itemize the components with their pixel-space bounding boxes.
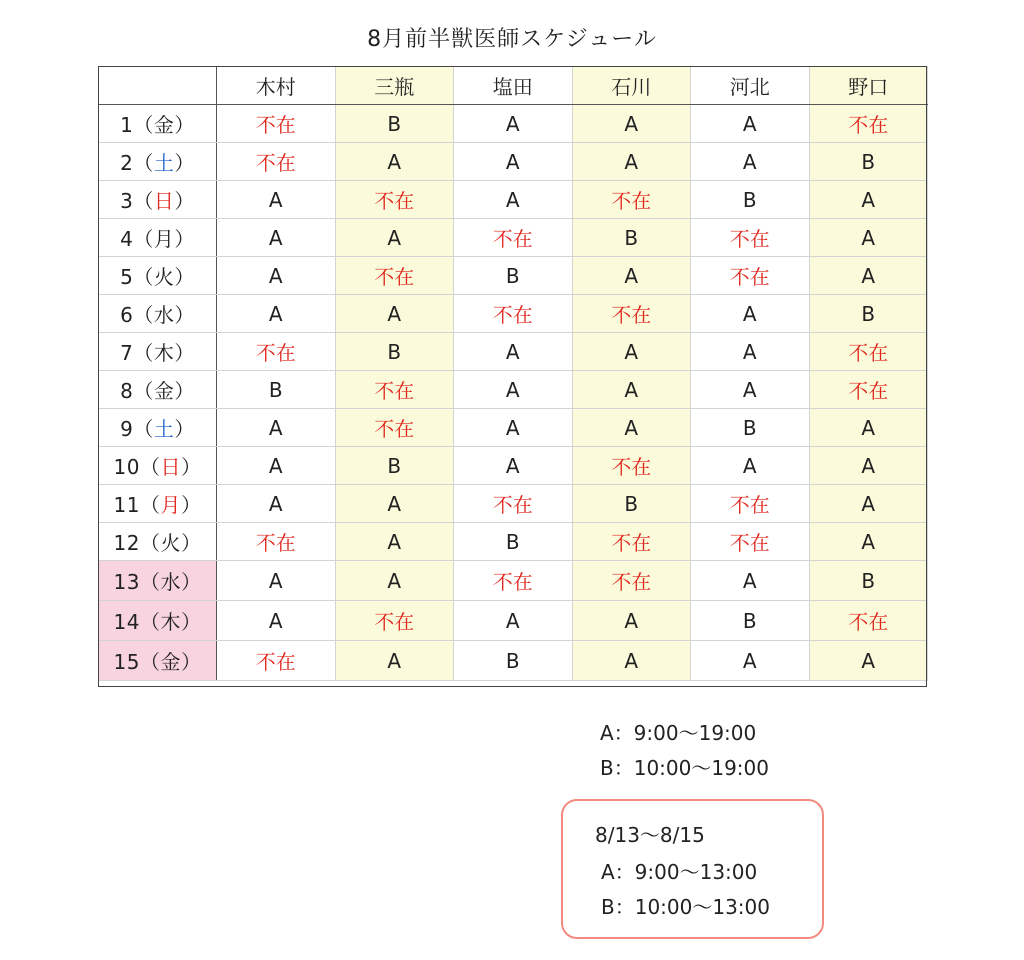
doctor-header: 野口 <box>809 67 928 105</box>
paren-open: （ <box>133 151 154 175</box>
shift-cell: 不在 <box>454 485 573 523</box>
corner-cell <box>99 67 217 105</box>
day-number: 6 <box>120 303 134 327</box>
shift-cell: A <box>809 641 928 681</box>
day-number: 15 <box>113 650 140 674</box>
date-cell <box>99 295 217 333</box>
shift-cell: A <box>691 371 810 409</box>
shift-cell: 不在 <box>691 485 810 523</box>
date-cell <box>99 371 217 409</box>
day-number: 8 <box>120 379 134 403</box>
paren-close: ） <box>174 265 195 289</box>
schedule-row <box>99 601 928 641</box>
shift-cell: A <box>691 143 810 181</box>
day-of-week: 火 <box>160 531 181 555</box>
shift-cell: A <box>691 447 810 485</box>
paren-close: ） <box>180 570 202 594</box>
schedule-row <box>99 485 928 523</box>
shift-cell: A <box>217 561 336 601</box>
shift-cell: A <box>691 561 810 601</box>
day-of-week: 月 <box>160 493 181 517</box>
shift-cell: 不在 <box>217 523 336 561</box>
shift-cell: A <box>454 409 573 447</box>
shift-cell: A <box>217 295 336 333</box>
shift-cell: A <box>809 447 928 485</box>
special-hours-b: B：10:00〜13:00 <box>601 895 770 919</box>
schedule-row <box>99 105 928 143</box>
date-cell <box>99 143 217 181</box>
schedule-row <box>99 641 928 681</box>
shift-cell: A <box>454 371 573 409</box>
shift-cell: A <box>217 485 336 523</box>
day-number: 14 <box>113 610 140 634</box>
paren-close: ） <box>180 455 202 479</box>
shift-cell: B <box>572 219 691 257</box>
shift-cell: B <box>454 641 573 681</box>
shift-cell: A <box>572 105 691 143</box>
schedule-row <box>99 257 928 295</box>
paren-open: （ <box>139 531 161 555</box>
date-cell <box>99 601 217 641</box>
shift-cell: B <box>691 601 810 641</box>
shift-cell: A <box>572 371 691 409</box>
paren-open: （ <box>133 227 154 251</box>
shift-cell: A <box>572 143 691 181</box>
day-number: 10 <box>113 455 140 479</box>
shift-legend <box>600 716 769 786</box>
paren-open: （ <box>139 610 161 634</box>
shift-cell: A <box>691 333 810 371</box>
day-of-week: 日 <box>160 455 181 479</box>
shift-cell: A <box>809 181 928 219</box>
paren-open: （ <box>139 493 161 517</box>
doctor-header: 塩田 <box>454 67 573 105</box>
date-cell <box>99 219 217 257</box>
day-number: 4 <box>120 227 134 251</box>
day-number: 11 <box>113 493 140 517</box>
schedule-body <box>99 105 928 681</box>
shift-cell: B <box>335 333 454 371</box>
paren-open: （ <box>139 650 161 674</box>
shift-cell: A <box>454 601 573 641</box>
shift-cell: 不在 <box>809 601 928 641</box>
doctor-header: 三瓶 <box>335 67 454 105</box>
shift-cell: A <box>335 295 454 333</box>
legend-a: A：9:00〜19:00 <box>600 721 757 745</box>
paren-close: ） <box>174 417 195 441</box>
paren-close: ） <box>174 379 195 403</box>
shift-cell: A <box>454 143 573 181</box>
day-of-week: 金 <box>160 650 181 674</box>
paren-open: （ <box>133 417 154 441</box>
day-number: 12 <box>113 531 140 555</box>
schedule-table <box>98 66 928 681</box>
schedule-row <box>99 409 928 447</box>
shift-cell: 不在 <box>809 371 928 409</box>
shift-cell: A <box>809 409 928 447</box>
shift-cell: A <box>217 601 336 641</box>
shift-cell: 不在 <box>335 181 454 219</box>
shift-cell: A <box>454 333 573 371</box>
shift-cell: A <box>217 219 336 257</box>
shift-cell: B <box>454 523 573 561</box>
schedule-row <box>99 295 928 333</box>
shift-cell: 不在 <box>454 295 573 333</box>
shift-cell: B <box>809 295 928 333</box>
paren-close: ） <box>180 610 202 634</box>
shift-cell: A <box>454 181 573 219</box>
day-number: 3 <box>120 189 134 213</box>
shift-cell: B <box>454 257 573 295</box>
shift-cell: A <box>572 333 691 371</box>
shift-cell: 不在 <box>335 257 454 295</box>
special-hours-a: A：9:00〜13:00 <box>601 860 758 884</box>
paren-close: ） <box>174 303 195 327</box>
shift-cell: 不在 <box>691 219 810 257</box>
shift-cell: B <box>335 447 454 485</box>
date-cell <box>99 409 217 447</box>
schedule-row <box>99 523 928 561</box>
shift-cell: A <box>809 523 928 561</box>
day-number: 1 <box>120 113 134 137</box>
legend-b: B：10:00〜19:00 <box>600 756 769 780</box>
shift-cell: B <box>217 371 336 409</box>
shift-cell: A <box>691 105 810 143</box>
shift-cell: A <box>454 447 573 485</box>
date-cell <box>99 181 217 219</box>
date-cell <box>99 641 217 681</box>
day-number: 13 <box>113 570 140 594</box>
shift-cell: A <box>809 257 928 295</box>
shift-cell: A <box>217 447 336 485</box>
shift-cell: 不在 <box>572 447 691 485</box>
shift-cell: A <box>691 641 810 681</box>
day-of-week: 土 <box>153 417 175 441</box>
day-of-week: 金 <box>153 379 175 403</box>
shift-cell: 不在 <box>691 523 810 561</box>
special-hours-box <box>561 799 824 939</box>
special-hours-title: 8/13〜8/15 <box>595 823 705 847</box>
shift-cell: A <box>217 181 336 219</box>
paren-close: ） <box>174 227 195 251</box>
doctor-header: 木村 <box>217 67 336 105</box>
header-row <box>99 67 928 105</box>
paren-close: ） <box>180 531 202 555</box>
shift-cell: B <box>691 409 810 447</box>
date-cell <box>99 561 217 601</box>
day-of-week: 土 <box>153 151 175 175</box>
paren-open: （ <box>133 189 154 213</box>
shift-cell: A <box>335 485 454 523</box>
day-of-week: 金 <box>153 113 175 137</box>
paren-open: （ <box>133 379 154 403</box>
shift-cell: 不在 <box>217 105 336 143</box>
schedule-row <box>99 143 928 181</box>
shift-cell: 不在 <box>217 641 336 681</box>
shift-cell: A <box>809 219 928 257</box>
shift-cell: A <box>335 219 454 257</box>
paren-open: （ <box>139 455 161 479</box>
shift-cell: 不在 <box>335 601 454 641</box>
paren-close: ） <box>174 341 195 365</box>
paren-open: （ <box>133 303 154 327</box>
paren-open: （ <box>133 113 154 137</box>
shift-cell: 不在 <box>809 105 928 143</box>
shift-cell: A <box>572 641 691 681</box>
paren-close: ） <box>180 493 202 517</box>
date-cell <box>99 485 217 523</box>
shift-cell: 不在 <box>217 333 336 371</box>
shift-cell: A <box>572 601 691 641</box>
day-of-week: 水 <box>160 570 181 594</box>
shift-cell: B <box>691 181 810 219</box>
schedule-row <box>99 181 928 219</box>
date-cell <box>99 105 217 143</box>
schedule-row <box>99 561 928 601</box>
shift-cell: A <box>335 143 454 181</box>
schedule-row <box>99 219 928 257</box>
day-of-week: 水 <box>153 303 175 327</box>
schedule-row <box>99 447 928 485</box>
page-title: 8月前半獣医師スケジュール <box>367 27 657 52</box>
shift-cell: 不在 <box>454 219 573 257</box>
day-number: 7 <box>120 341 134 365</box>
shift-cell: 不在 <box>572 523 691 561</box>
day-number: 9 <box>120 417 134 441</box>
shift-cell: A <box>809 485 928 523</box>
day-of-week: 火 <box>153 265 175 289</box>
shift-cell: B <box>809 561 928 601</box>
shift-cell: B <box>809 143 928 181</box>
paren-close: ） <box>174 189 195 213</box>
shift-cell: 不在 <box>572 181 691 219</box>
shift-cell: 不在 <box>335 409 454 447</box>
shift-cell: 不在 <box>691 257 810 295</box>
day-of-week: 木 <box>153 341 175 365</box>
paren-open: （ <box>139 570 161 594</box>
paren-close: ） <box>180 650 202 674</box>
date-cell <box>99 447 217 485</box>
shift-cell: A <box>335 641 454 681</box>
shift-cell: A <box>691 295 810 333</box>
shift-cell: 不在 <box>572 561 691 601</box>
shift-cell: 不在 <box>454 561 573 601</box>
schedule-row <box>99 333 928 371</box>
day-number: 2 <box>120 151 134 175</box>
shift-cell: A <box>454 105 573 143</box>
day-number: 5 <box>120 265 134 289</box>
day-of-week: 月 <box>153 227 175 251</box>
shift-cell: A <box>217 257 336 295</box>
date-cell <box>99 523 217 561</box>
shift-cell: B <box>335 105 454 143</box>
shift-cell: 不在 <box>809 333 928 371</box>
shift-cell: 不在 <box>335 371 454 409</box>
shift-cell: A <box>572 257 691 295</box>
paren-close: ） <box>174 113 195 137</box>
paren-close: ） <box>174 151 195 175</box>
paren-open: （ <box>133 265 154 289</box>
shift-cell: A <box>217 409 336 447</box>
day-of-week: 木 <box>160 610 181 634</box>
date-cell <box>99 257 217 295</box>
date-cell <box>99 333 217 371</box>
day-of-week: 日 <box>153 189 175 213</box>
schedule-row <box>99 371 928 409</box>
shift-cell: A <box>572 409 691 447</box>
shift-cell: A <box>335 561 454 601</box>
shift-cell: 不在 <box>217 143 336 181</box>
shift-cell: B <box>572 485 691 523</box>
paren-open: （ <box>133 341 154 365</box>
shift-cell: 不在 <box>572 295 691 333</box>
doctor-header: 河北 <box>691 67 810 105</box>
shift-cell: A <box>335 523 454 561</box>
doctor-header: 石川 <box>572 67 691 105</box>
